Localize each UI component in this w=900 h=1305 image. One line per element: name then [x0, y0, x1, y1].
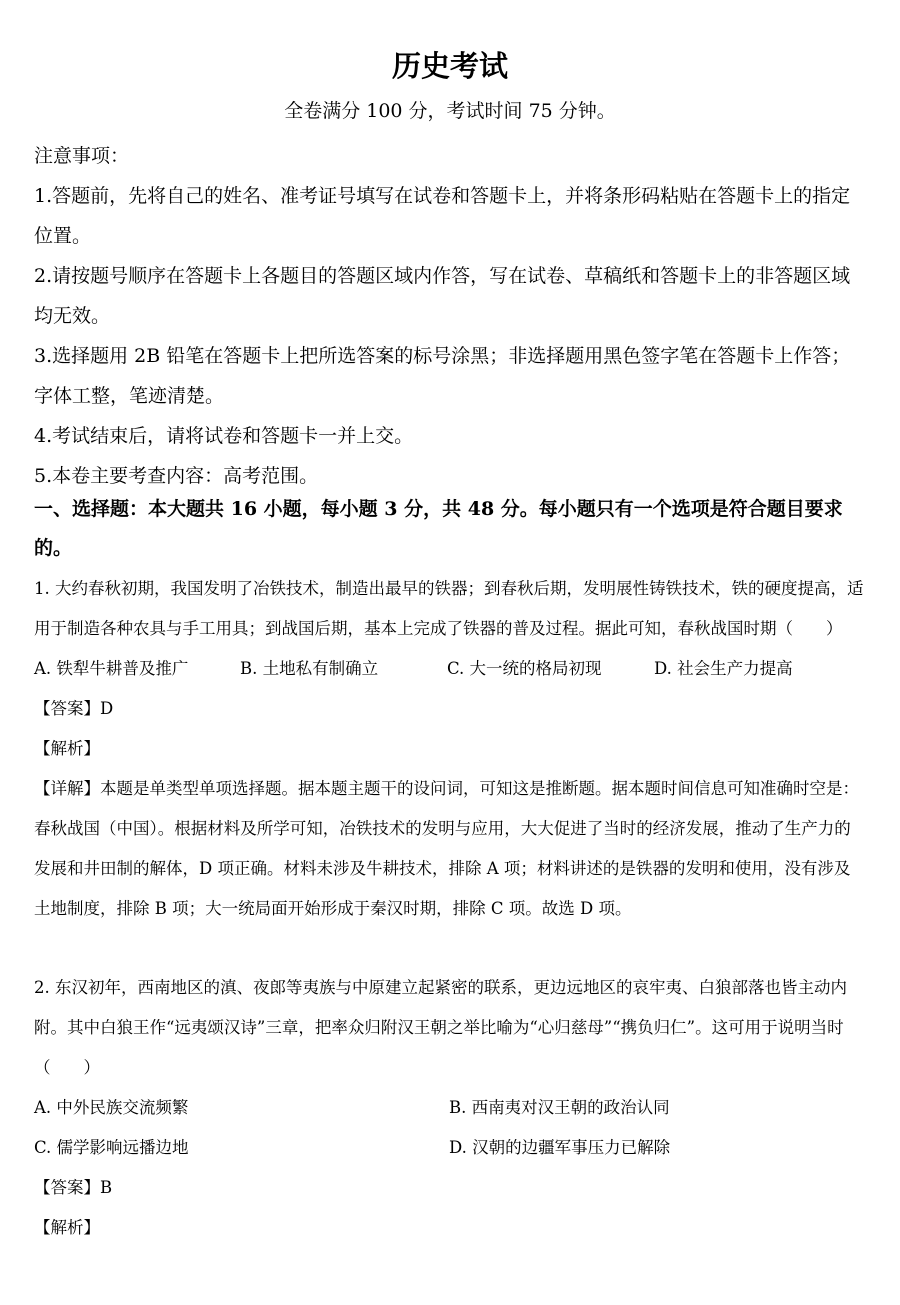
- question-options: [34, 1128, 864, 1168]
- question-stem: 2. 东汉初年，西南地区的滇、夜郎等夷族与中原建立起紧密的联系，更边远地区的哀牢夷、白狼部落也皆主动内附。其中白狼王作“远夷颂汉诗”三章，把率众归附汉王朝之举比喻为“心归慈母”“携负归仁”。这可用于说明当时（ ）: [34, 978, 847, 1077]
- option-c: C. 大一统的格局初现: [447, 659, 602, 678]
- question-2: [34, 968, 864, 1248]
- option-b: B. 土地私有制确立: [240, 659, 379, 678]
- analysis-label: 【解析】: [34, 739, 100, 758]
- option-c: C. 儒学影响远播边地: [34, 1138, 189, 1157]
- option-d: D. 汉朝的边疆军事压力已解除: [449, 1138, 671, 1157]
- question-1: [34, 569, 864, 929]
- analysis-label: 【解析】: [34, 1218, 100, 1237]
- option-a: A. 中外民族交流频繁: [34, 1098, 189, 1117]
- question-options: [34, 1088, 864, 1128]
- notice-block: [34, 136, 866, 496]
- exam-info: 全卷满分 100 分，考试时间 75 分钟。: [284, 100, 616, 122]
- option-b: B. 西南夷对汉王朝的政治认同: [449, 1098, 670, 1117]
- notice-heading: 注意事项：: [34, 145, 130, 167]
- question-stem: 1. 大约春秋初期，我国发明了冶铁技术，制造出最早的铁器；到春秋后期，发明展性铸铁技术，铁的硬度提高，适用于制造各种农具与手工用具；到战国后期，基本上完成了铁器的普及过程。据此可知，春秋战国时期（ ）: [34, 579, 864, 638]
- question-options: [34, 649, 864, 689]
- notice-item: 4.考试结束后，请将试卷和答题卡一并上交。: [34, 425, 414, 447]
- option-d: D. 社会生产力提高: [654, 659, 793, 678]
- notice-item: 5.本卷主要考查内容：高考范围。: [34, 465, 319, 487]
- notice-item: 2.请按题号顺序在答题卡上各题目的答题区域内作答，写在试卷、草稿纸和答题卡上的非答题区域均无效。: [34, 265, 851, 327]
- page-title: 历史考试: [391, 49, 508, 83]
- answer-label: 【答案】D: [34, 699, 114, 718]
- detail-text: 【详解】本题是单类型单项选择题。据本题主题干的设问词，可知这是推断题。据本题时间信息可知准确时空是：春秋战国（中国）。根据材料及所学可知，冶铁技术的发明与应用，大大促进了当时的经济发展，推动了生产力的发展和井田制的解体，D 项正确。材料未涉及牛耕技术，排除 A 项；材料讲述的是铁器的发明和使用，没有涉及土地制度，排除 B 项；大一统局面开始形成于秦汉时期，排除 C 项。故选 D 项。: [34, 779, 859, 918]
- option-a: A. 铁犁牛耕普及推广: [34, 659, 189, 678]
- answer-label: 【答案】B: [34, 1178, 113, 1197]
- section-heading: 一、选择题：本大题共 16 小题，每小题 3 分，共 48 分。每小题只有一个选项是符合题目要求的。: [34, 498, 843, 559]
- notice-item: 1.答题前，先将自己的姓名、准考证号填写在试卷和答题卡上，并将条形码粘贴在答题卡上的指定位置。: [34, 185, 851, 247]
- notice-item: 3.选择题用 2B 铅笔在答题卡上把所选答案的标号涂黑；非选择题用黑色签字笔在答题卡上作答；字体工整，笔迹清楚。: [34, 345, 851, 407]
